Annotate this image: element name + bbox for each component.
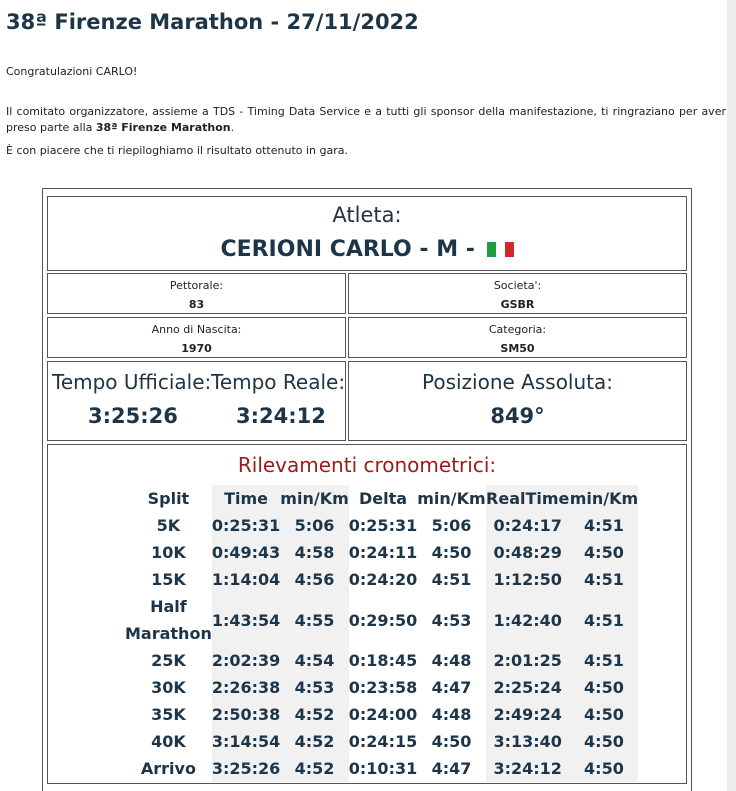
societa-box	[348, 273, 687, 314]
split-cell-delta: 0:24:20	[348, 570, 418, 589]
tempo-reale-value: 3:24:12	[236, 404, 326, 428]
italy-flag-icon	[487, 242, 514, 257]
pettorale-value: 83	[188, 298, 205, 311]
split-cell-time-pace: 4:54	[280, 647, 348, 674]
posizione-box	[348, 361, 687, 441]
split-cell-realtime: 2:49:24	[486, 701, 570, 728]
header-realtime-pace: min/Km	[570, 485, 638, 512]
split-cell-delta-pace: 5:06	[431, 516, 472, 535]
split-row	[125, 701, 638, 728]
split-cell-split: Half Marathon	[125, 597, 212, 643]
split-cell-realtime: 3:24:12	[486, 755, 570, 782]
split-cell-realtime-pace: 4:51	[570, 512, 638, 539]
header-split: Split	[147, 489, 190, 508]
split-cell-delta-pace: 4:50	[431, 732, 472, 751]
split-cell-time: 0:49:43	[212, 539, 280, 566]
split-row	[125, 647, 638, 674]
header-delta: Delta	[358, 489, 408, 508]
posizione-value: 849°	[490, 404, 545, 428]
split-cell-delta-pace: 4:51	[431, 570, 472, 589]
rilevamenti-title: Rilevamenti cronometrici:	[237, 453, 497, 477]
intro-end: .	[230, 121, 235, 134]
split-cell-delta-pace: 4:53	[431, 610, 472, 630]
header-realtime: RealTime	[486, 485, 570, 512]
athlete-name-line	[48, 237, 686, 262]
split-cell-split: 30K	[151, 678, 186, 697]
split-cell-time: 3:25:26	[212, 755, 280, 782]
split-cell-delta: 0:24:00	[348, 705, 418, 724]
result-card	[42, 188, 692, 791]
split-cell-time: 3:14:54	[212, 728, 280, 755]
outro-text: È con piacere che ti riepiloghiamo il risultato ottenuto in gara.	[6, 144, 348, 157]
split-cell-realtime-pace: 4:51	[570, 566, 638, 593]
split-cell-realtime-pace: 4:50	[570, 755, 638, 782]
page-side-rail	[727, 0, 736, 791]
split-cell-time-pace: 4:58	[280, 539, 348, 566]
split-cell-split: 40K	[151, 732, 186, 751]
split-cell-time: 1:43:54	[212, 593, 280, 647]
tempo-reale-label: Tempo Reale:	[211, 370, 346, 394]
split-cell-realtime: 1:42:40	[486, 593, 570, 647]
anno-value: 1970	[181, 342, 212, 355]
athlete-box	[47, 196, 687, 271]
split-cell-delta-pace: 4:48	[431, 651, 472, 670]
page-title: 38ª Firenze Marathon - 27/11/2022	[6, 10, 419, 34]
intro-event-name: 38ª Firenze Marathon	[95, 121, 231, 134]
split-cell-realtime: 3:13:40	[486, 728, 570, 755]
split-row	[125, 539, 638, 566]
split-cell-realtime-pace: 4:50	[570, 674, 638, 701]
categoria-label: Categoria:	[488, 323, 547, 336]
split-cell-delta-pace: 4:48	[431, 705, 472, 724]
split-cell-time: 2:26:38	[212, 674, 280, 701]
split-cell-realtime: 2:25:24	[486, 674, 570, 701]
splits-body	[125, 512, 638, 782]
split-cell-realtime-pace: 4:50	[570, 728, 638, 755]
split-cell-realtime: 1:12:50	[486, 566, 570, 593]
tempo-ufficiale-label: Tempo Ufficiale:	[52, 370, 212, 394]
athlete-name: CERIONI CARLO - M -	[220, 237, 475, 262]
split-row	[125, 674, 638, 701]
intro-text: Il comitato organizzatore, assieme a TDS - Timing Data Service e a tutti gli sponsor della manifestazione, ti ringraziano per aver preso parte alla	[6, 105, 726, 134]
split-cell-split: 5K	[156, 516, 181, 535]
split-cell-delta: 0:24:15	[348, 732, 418, 751]
greeting-text: Congratulazioni CARLO!	[6, 65, 138, 78]
header-time-pace: min/Km	[280, 485, 348, 512]
pettorale-box	[47, 273, 346, 314]
split-cell-realtime: 0:24:17	[486, 512, 570, 539]
split-cell-time: 1:14:04	[212, 566, 280, 593]
split-cell-split: 25K	[151, 651, 186, 670]
split-row	[125, 593, 638, 647]
split-cell-time: 2:02:39	[212, 647, 280, 674]
categoria-value: SM50	[500, 342, 535, 355]
tempo-box	[47, 361, 346, 441]
split-cell-time: 0:25:31	[212, 512, 280, 539]
tempo-ufficiale-value: 3:25:26	[88, 404, 178, 428]
split-cell-time-pace: 4:52	[280, 755, 348, 782]
split-cell-split: 10K	[151, 543, 186, 562]
split-cell-realtime-pace: 4:51	[570, 593, 638, 647]
split-cell-time: 2:50:38	[212, 701, 280, 728]
intro-paragraph	[6, 104, 726, 136]
split-cell-split: 15K	[151, 570, 186, 589]
split-cell-delta: 0:29:50	[348, 610, 418, 630]
split-cell-split: 35K	[151, 705, 186, 724]
flag-red-band	[505, 242, 514, 257]
rilevamenti-box	[47, 444, 687, 784]
anno-box	[47, 317, 346, 358]
flag-green-band	[487, 242, 496, 257]
split-cell-time-pace: 4:52	[280, 701, 348, 728]
split-cell-time-pace: 4:53	[280, 674, 348, 701]
pettorale-label: Pettorale:	[169, 279, 224, 292]
split-cell-delta: 0:10:31	[348, 759, 418, 778]
split-cell-delta: 0:25:31	[348, 516, 418, 535]
flag-white-band	[496, 242, 505, 257]
societa-value: GSBR	[500, 298, 535, 311]
split-cell-time-pace: 4:55	[280, 593, 348, 647]
split-cell-delta: 0:18:45	[348, 651, 418, 670]
posizione-label: Posizione Assoluta:	[421, 370, 613, 394]
split-cell-time-pace: 4:56	[280, 566, 348, 593]
anno-label: Anno di Nascita:	[151, 323, 242, 336]
split-cell-delta-pace: 4:50	[431, 543, 472, 562]
split-cell-time-pace: 5:06	[280, 512, 348, 539]
split-row	[125, 512, 638, 539]
split-cell-realtime: 0:48:29	[486, 539, 570, 566]
split-row	[125, 728, 638, 755]
societa-label: Societa':	[493, 279, 542, 292]
splits-table	[125, 485, 638, 782]
split-cell-delta: 0:23:58	[348, 678, 418, 697]
split-cell-realtime-pace: 4:51	[570, 647, 638, 674]
split-cell-delta-pace: 4:47	[431, 678, 472, 697]
header-delta-pace: min/Km	[417, 489, 486, 508]
split-cell-realtime: 2:01:25	[486, 647, 570, 674]
athlete-label: Atleta:	[332, 203, 402, 227]
categoria-box	[348, 317, 687, 358]
split-row	[125, 566, 638, 593]
split-cell-realtime-pace: 4:50	[570, 701, 638, 728]
splits-header-row	[125, 485, 638, 512]
split-cell-realtime-pace: 4:50	[570, 539, 638, 566]
split-cell-delta: 0:24:11	[348, 543, 418, 562]
split-cell-delta-pace: 4:47	[431, 759, 472, 778]
split-cell-time-pace: 4:52	[280, 728, 348, 755]
split-cell-split: Arrivo	[140, 759, 196, 778]
split-row	[125, 755, 638, 782]
header-time: Time	[212, 485, 280, 512]
